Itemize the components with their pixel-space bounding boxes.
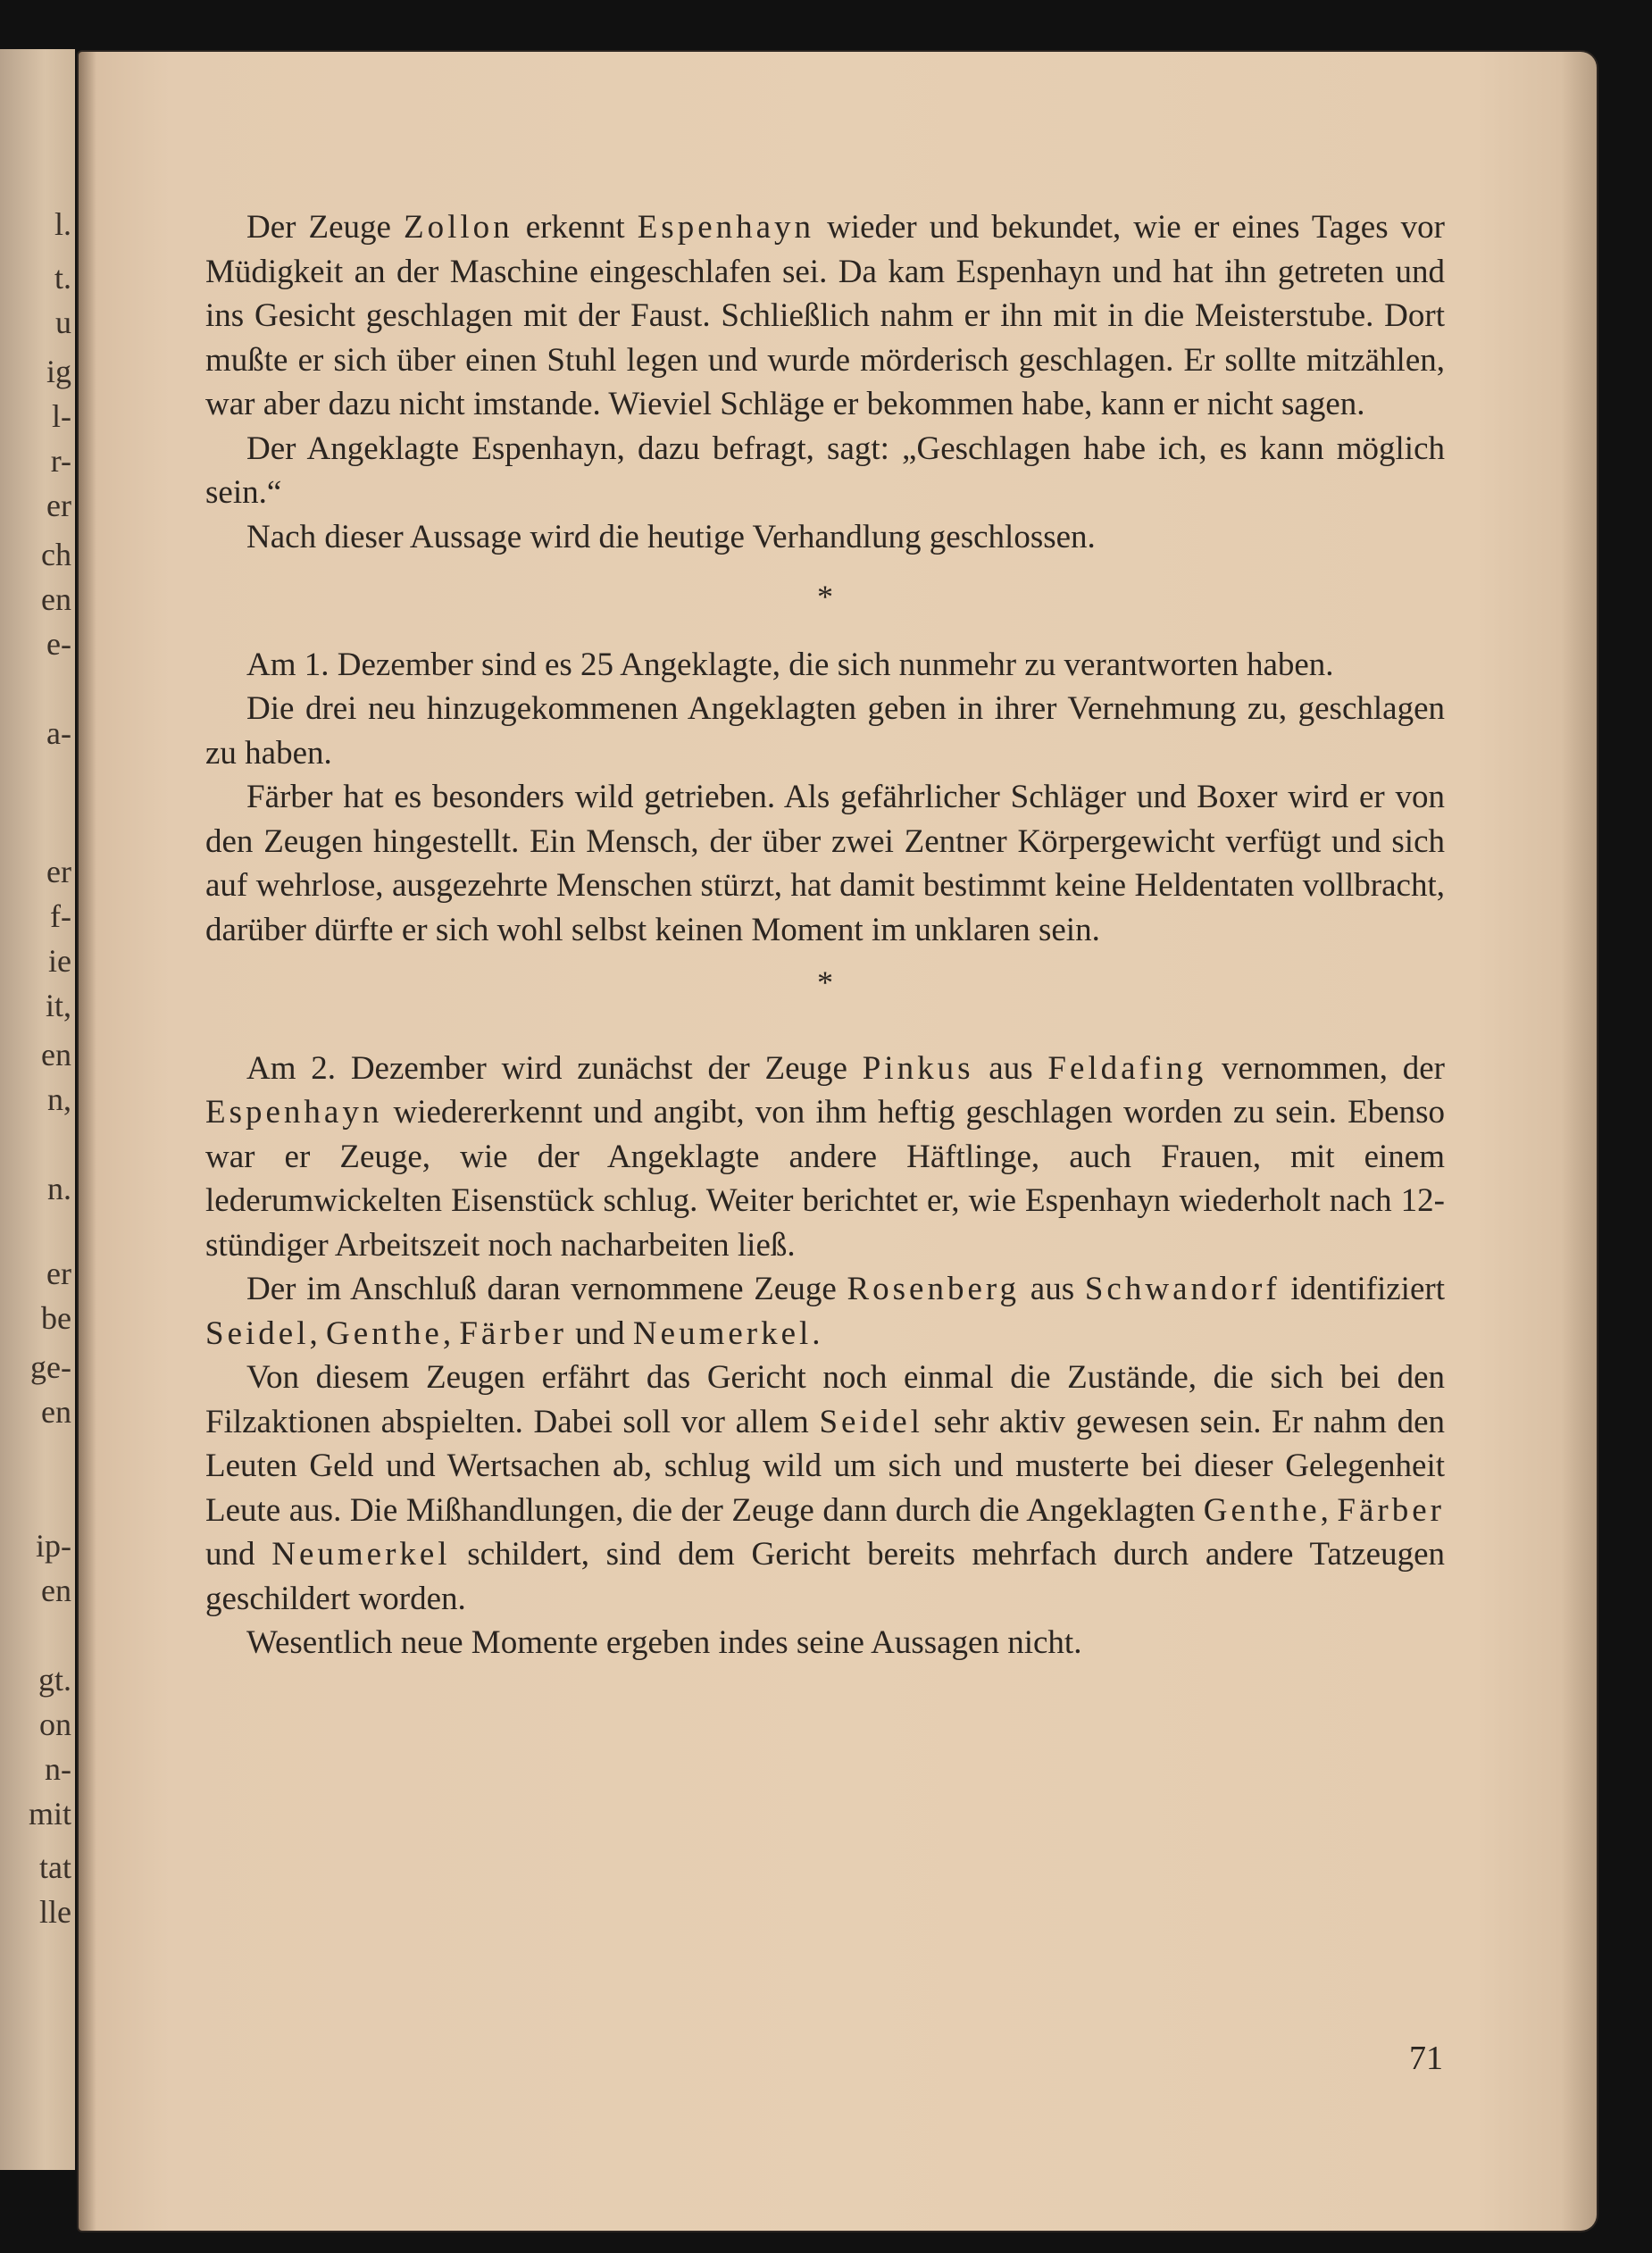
facing-page-edge	[0, 49, 75, 2170]
facing-page-fragment: u	[55, 305, 71, 340]
spaced-name: Genthe	[325, 1314, 443, 1352]
spaced-name: Espenhayn	[637, 209, 815, 246]
paragraph: Nach dieser Aussage wird die heutige Verhandlung geschlossen.	[246, 518, 1096, 555]
body-text	[205, 205, 1445, 1665]
page-edge-shadow	[1561, 52, 1597, 2231]
facing-page-fragment: n.	[47, 1171, 71, 1206]
facing-page-fragment: gt.	[38, 1662, 71, 1698]
facing-page-fragment: en	[41, 1394, 71, 1430]
facing-page-fragment: l.	[54, 206, 71, 242]
spaced-name: Färber	[459, 1314, 567, 1352]
spaced-name: Feldafing	[1047, 1049, 1207, 1087]
spaced-name: Espenhayn	[205, 1094, 383, 1131]
spaced-name: Neumerkel	[271, 1536, 451, 1573]
paragraph: Am 2. Dezember wird zunächst der Zeuge Pinkus aus Feldafing vernommen, der Espenhayn wiedererkennt und angibt, von ihm heftig geschlagen worden zu sein. Ebenso war er Zeuge, wie der Angeklagte andere Häftlinge, auch Frauen, mit einem lederumwickelten Eisenstück schlug. Weiter berichtet er, wie Espenhayn wiederholt nach 12-stündiger Arbeitszeit noch nacharbeiten ließ.	[205, 1049, 1445, 1264]
facing-page-fragment: l-	[52, 398, 71, 434]
facing-page-fragment: e-	[46, 626, 71, 662]
facing-page-fragment: r-	[50, 443, 71, 479]
facing-page-fragment: f-	[50, 898, 71, 934]
facing-page-fragment: n-	[45, 1751, 71, 1787]
paragraph: Färber hat es besonders wild getrieben. Als gefährlicher Schläger und Boxer wird er von den Zeugen hingestellt. Ein Mensch, der über zwei Zentner Körpergewicht verfügt und sich auf wehrlose, ausgezehrte Menschen stürzt, hat damit bestimmt keine Heldentaten vollbracht, darüber dürfte er sich wohl selbst keinen Moment im unklaren sein.	[205, 779, 1445, 948]
spaced-name: Seidel	[205, 1314, 310, 1352]
facing-page-fragment: mit	[28, 1796, 71, 1832]
facing-page-fragment: er	[46, 1256, 71, 1291]
facing-page-fragment: t.	[54, 260, 71, 296]
paragraph: Von diesem Zeugen erfährt das Gericht noch einmal die Zustände, die sich bei den Filzaktionen abspielten. Dabei soll vor allem Seidel sehr aktiv gewesen sein. Er nahm den Leuten Geld und Wertsachen ab, schlug wild um sich und musterte bei dieser Gelegenheit Leute aus. Die Mißhandlungen, die der Zeuge dann durch die Angeklagten Genthe, Färber und Neumerkel schildert, sind dem Gericht bereits mehrfach durch andere Tatzeugen geschildert worden.	[205, 1359, 1445, 1617]
spaced-name: Pinkus	[862, 1049, 974, 1087]
facing-page-fragment: en	[41, 581, 71, 617]
section-separator: *	[817, 964, 833, 1000]
page-number: 71	[1409, 2040, 1443, 2077]
spaced-name: Rosenberg	[847, 1271, 1021, 1307]
facing-page-fragment: n,	[47, 1081, 71, 1117]
facing-page-fragment: ie	[48, 943, 71, 979]
spaced-name: Färber	[1337, 1491, 1445, 1529]
paragraph: Der Zeuge Zollon erkennt Espenhayn wieder und bekundet, wie er eines Tages vor Müdigkeit an der Maschine eingeschlafen sei. Da kam Espenhayn und hat ihn getreten und ins Gesicht geschlagen mit der Faust. Schließlich nahm er ihn mit in die Meisterstube. Dort mußte er sich über einen Stuhl legen und wurde mörderisch geschlagen. Er sollte mitzählen, war aber dazu nicht imstande. Wieviel Schläge er bekommen habe, kann er nicht sagen.	[205, 209, 1445, 422]
spaced-name: Seidel	[819, 1403, 923, 1440]
facing-page-fragment: tat	[39, 1849, 71, 1885]
facing-page-fragment: it,	[45, 988, 71, 1023]
book-page	[79, 52, 1597, 2231]
paragraph: Die drei neu hinzugekommenen Angeklagten geben in ihrer Vernehmung zu, geschlagen zu haben.	[205, 690, 1445, 772]
facing-page-fragment: on	[39, 1706, 71, 1742]
spaced-name: Schwandorf	[1084, 1271, 1281, 1307]
facing-page-fragment: er	[46, 488, 71, 523]
facing-page-fragment: be	[41, 1300, 71, 1336]
facing-page-fragment: a-	[46, 715, 71, 751]
facing-page-fragment: ge-	[30, 1349, 71, 1385]
facing-page-fragment: ch	[41, 537, 71, 572]
facing-page-fragment: er	[46, 854, 71, 889]
paragraph: Der im Anschluß daran vernommene Zeuge Rosenberg aus Schwandorf identifiziert Seidel, Genthe, Färber und Neumerkel.	[205, 1271, 1445, 1352]
section-separator: *	[817, 579, 833, 614]
paragraph: Am 1. Dezember sind es 25 Angeklagte, die sich nunmehr zu verantworten haben.	[246, 646, 1334, 683]
paragraph: Wesentlich neue Momente ergeben indes seine Aussagen nicht.	[246, 1624, 1082, 1661]
paragraph: Der Angeklagte Espenhayn, dazu befragt, sagt: „Geschlagen habe ich, es kann möglich sein.“	[205, 430, 1445, 511]
spaced-name: Neumerkel	[632, 1314, 813, 1352]
spaced-name: Zollon	[403, 209, 513, 246]
facing-page-fragment: ig	[46, 354, 71, 389]
facing-page-fragment: ip-	[36, 1528, 71, 1564]
facing-page-fragment: en	[41, 1573, 71, 1608]
facing-page-fragment: en	[41, 1037, 71, 1072]
page-gutter-shadow	[79, 52, 96, 2231]
spaced-name: Genthe	[1203, 1491, 1321, 1529]
facing-page-fragment: lle	[39, 1894, 71, 1930]
